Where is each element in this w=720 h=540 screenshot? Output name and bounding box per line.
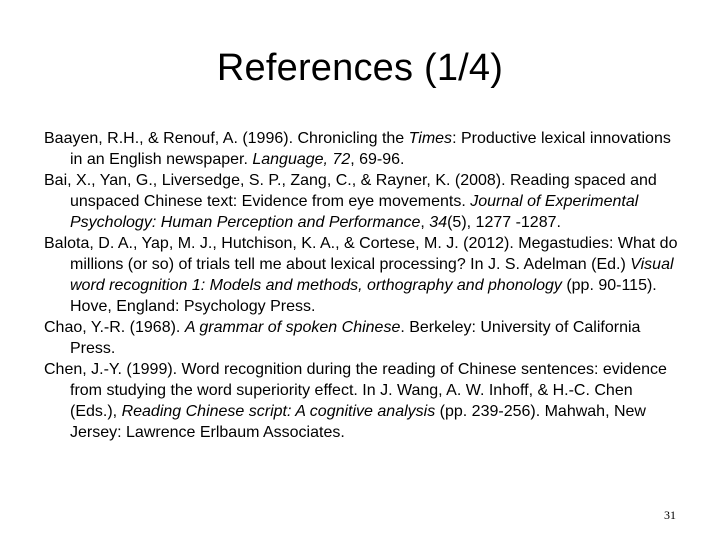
reference-text: (pp. 239-256). Mahwah, New Jersey: Lawrence Erlbaum Associates. bbox=[70, 403, 646, 441]
reference-italic-text: 34 bbox=[429, 214, 448, 231]
reference-text: . Berkeley: University of California Press. bbox=[70, 319, 641, 357]
page-number: 31 bbox=[664, 508, 676, 522]
reference-entry bbox=[44, 317, 680, 359]
reference-entry bbox=[44, 359, 680, 443]
slide-title: References (1/4) bbox=[216, 47, 504, 89]
reference-text: Bai, X., Yan, G., Liversedge, S. P., Zang, C., & Rayner, K. (2008). Reading spaced and unspaced Chinese text: Evidence from eye movements. bbox=[44, 172, 657, 210]
reference-text: Chen, J.-Y. (1999). Word recognition during the reading of Chinese sentences: evidence from studying the word superiority effect. In J. Wang, A. W. Inhoff, & H.-C. Chen (Eds.), bbox=[44, 361, 667, 420]
reference-text: (5), 1277 -1287. bbox=[447, 214, 561, 231]
reference-italic-text: Reading Chinese script: A cognitive analysis bbox=[121, 403, 436, 420]
reference-italic-text: Journal of Experimental Psychology: Human Perception and Performance bbox=[70, 193, 639, 231]
reference-italic-text: Times bbox=[408, 130, 453, 147]
reference-text: (pp. 90-115). Hove, England: Psychology Press. bbox=[70, 277, 657, 315]
reference-list bbox=[44, 128, 680, 443]
reference-entry bbox=[44, 170, 680, 233]
reference-entry bbox=[44, 128, 680, 170]
reference-text: Chao, Y.-R. (1968). bbox=[44, 319, 185, 336]
reference-text: Balota, D. A., Yap, M. J., Hutchison, K. A., & Cortese, M. J. (2012). Megastudies: What do millions (or so) of trials tell me about lexical processing? In J. S. Adelman (Ed.) bbox=[44, 235, 678, 273]
reference-italic-text: Visual word recognition 1: Models and methods, orthography and phonology bbox=[70, 256, 674, 294]
reference-italic-text: Language, 72 bbox=[252, 151, 351, 168]
reference-text: : Productive lexical innovations in an English newspaper. bbox=[70, 130, 671, 168]
reference-italic-text: A grammar of spoken Chinese bbox=[184, 319, 401, 336]
reference-text: Baayen, R.H., & Renouf, A. (1996). Chronicling the bbox=[44, 130, 409, 147]
reference-text: , bbox=[420, 214, 430, 231]
reference-text: , 69-96. bbox=[350, 151, 405, 168]
reference-entry bbox=[44, 233, 680, 317]
